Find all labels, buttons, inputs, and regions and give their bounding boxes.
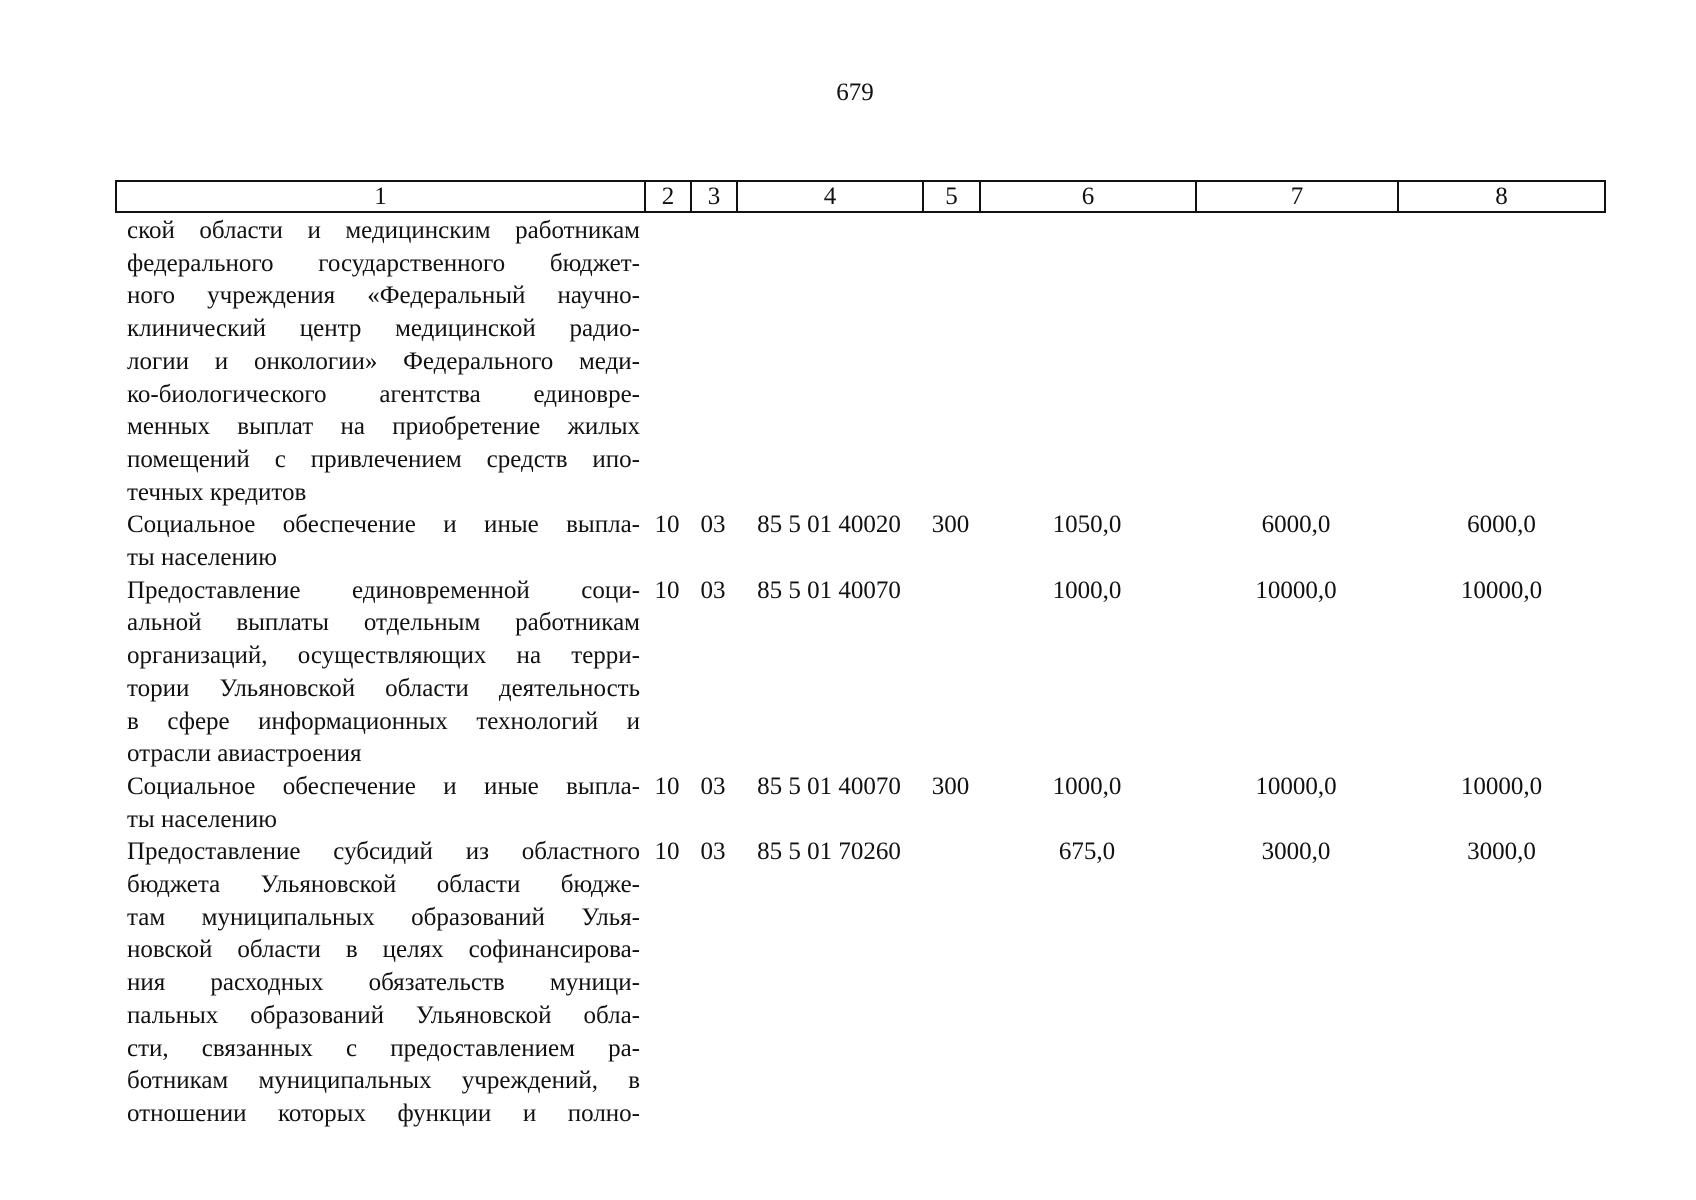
row-description (115, 215, 644, 509)
expense-type-code: 300 (931, 511, 970, 539)
description-line: менных выплат на приобретение жилых (127, 413, 640, 441)
target-article-code: 85 5 01 40070 (757, 576, 901, 604)
description-line: отрасли авиастроения (127, 740, 362, 768)
subsection-code: 03 (700, 838, 726, 866)
description-line: ты населению (127, 805, 277, 833)
header-col-5: 5 (924, 182, 981, 211)
description-line: в сфере информационных технологий и (127, 707, 640, 735)
description-line: бюджета Ульяновской области бюдже- (127, 871, 640, 899)
description-line: ко-биологического агентства единовре- (127, 380, 640, 408)
target-article-code: 85 5 01 40070 (757, 772, 901, 800)
table-row (115, 771, 1606, 836)
description-line: пальных образований Ульяновской обла- (127, 1001, 640, 1029)
description-line: помещений с привлечением средств ипо- (127, 445, 640, 473)
description-line: ской области и медицинским работникам (127, 217, 640, 244)
amount-col-6: 1000,0 (1052, 772, 1122, 800)
amount-col-8: 6000,0 (1467, 511, 1536, 539)
description-line: ботникам муниципальных учреждений, в (127, 1067, 640, 1095)
description-line: Предоставление субсидий из областного (127, 838, 640, 866)
page-number: 679 (836, 79, 874, 106)
subsection-code: 03 (700, 772, 726, 800)
section-code: 10 (654, 772, 680, 800)
header-col-2: 2 (646, 182, 692, 211)
description-line: ного учреждения «Федеральный научно- (127, 282, 640, 310)
description-line: сти, связанных с предоставлением ра- (127, 1034, 640, 1062)
amount-col-8: 10000,0 (1460, 576, 1543, 604)
amount-col-6: 1050,0 (1052, 511, 1122, 539)
section-code: 10 (654, 576, 680, 604)
header-col-7: 7 (1197, 182, 1399, 211)
header-col-8: 8 (1495, 183, 1508, 210)
description-line: новской области в целях софинансирова- (127, 936, 640, 964)
row-description (115, 771, 644, 836)
description-line: Социальное обеспечение и иные выпла- (127, 772, 640, 800)
description-line: ния расходных обязательств муници- (127, 969, 640, 997)
amount-col-8: 3000,0 (1467, 838, 1536, 866)
amount-col-7: 6000,0 (1261, 511, 1331, 539)
amount-col-6: 675,0 (1058, 838, 1116, 866)
description-line: организаций, осуществляющих на терри- (127, 642, 640, 670)
table-body (115, 215, 1606, 1131)
section-code: 10 (654, 511, 680, 539)
description-line: Социальное обеспечение и иные выпла- (127, 511, 640, 539)
description-line: ты населению (127, 544, 277, 572)
header-col-4: 4 (738, 182, 924, 211)
amount-col-7: 3000,0 (1261, 838, 1331, 866)
table-row (115, 215, 1606, 509)
description-line: федерального государственного бюджет- (127, 249, 640, 277)
description-line: альной выплаты отдельным работникам (127, 609, 640, 637)
target-article-code: 85 5 01 70260 (757, 838, 901, 866)
description-line: течных кредитов (127, 478, 307, 506)
description-line: тории Ульяновской области деятельность (127, 674, 640, 702)
subsection-code: 03 (700, 576, 726, 604)
expense-type-code: 300 (931, 772, 970, 800)
row-description (115, 575, 644, 771)
row-description (115, 836, 644, 1130)
header-col-1: 1 (117, 182, 646, 211)
row-description (115, 509, 644, 574)
description-line: Предоставление единовременной соци- (127, 576, 640, 604)
table-row (115, 575, 1606, 771)
description-line: отношении которых функции и полно- (127, 1099, 640, 1127)
amount-col-7: 10000,0 (1255, 772, 1337, 800)
header-col-6: 6 (981, 182, 1197, 211)
subsection-code: 03 (700, 511, 726, 539)
target-article-code: 85 5 01 40020 (757, 511, 901, 539)
table-header (115, 180, 1606, 213)
amount-col-6: 1000,0 (1052, 576, 1122, 604)
table-row (115, 836, 1606, 1130)
table-row (115, 509, 1606, 574)
amount-col-8: 10000,0 (1460, 772, 1543, 800)
header-col-3: 3 (692, 182, 738, 211)
description-line: логии и онкологии» Федерального меди- (127, 347, 640, 375)
amount-col-7: 10000,0 (1255, 576, 1337, 604)
section-code: 10 (654, 838, 680, 866)
description-line: там муниципальных образований Улья- (127, 903, 640, 931)
description-line: клинический центр медицинской радио- (127, 315, 640, 343)
